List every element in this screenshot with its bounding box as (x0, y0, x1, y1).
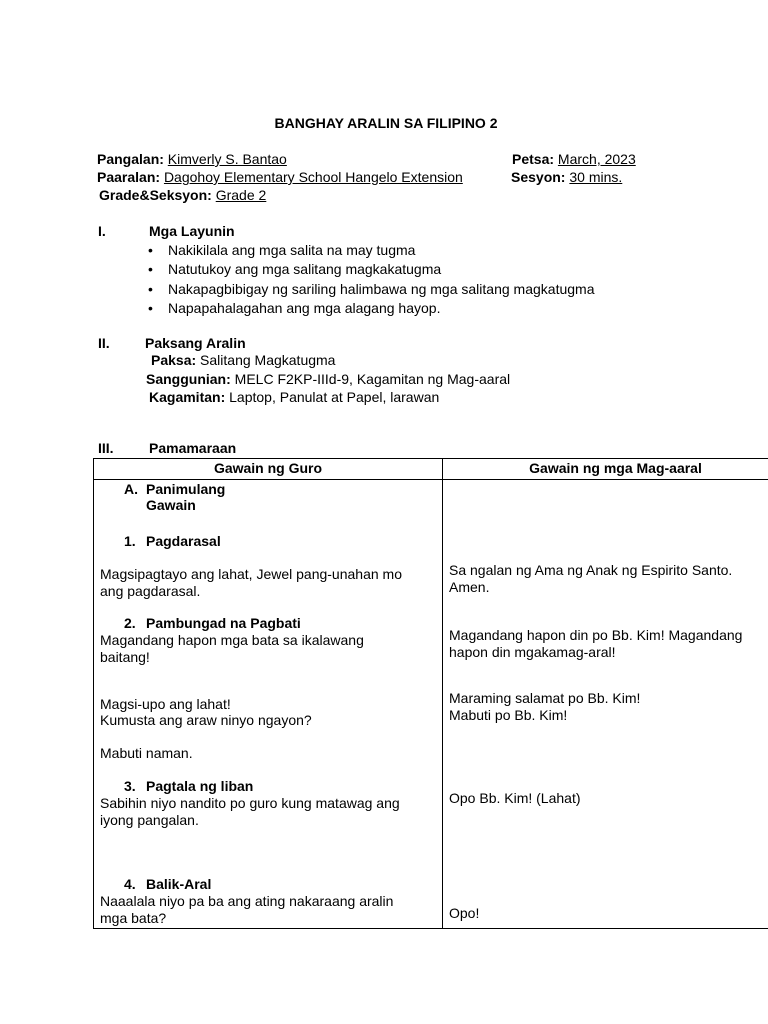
step4-number: 4. (124, 876, 136, 892)
step2-student-line4: Mabuti po Bb. Kim! (449, 707, 568, 723)
materials-row (149, 389, 439, 406)
topic-value: Salitang Magkatugma (200, 352, 336, 368)
step2-student-line3: Maraming salamat po Bb. Kim! (449, 690, 641, 706)
part-a-title-line2: Gawain (146, 497, 196, 513)
column-header-teacher: Gawain ng Guro (213, 460, 323, 476)
objective-item: • Nakapagbibigay ng sariling halimbawa ng mga salitang magkatugma (148, 280, 594, 299)
step2-teacher-line2: baitang! (100, 649, 150, 665)
materials-value: Laptop, Panulat at Papel, larawan (229, 389, 440, 405)
objectives-list (148, 241, 594, 318)
step2-student-line2: hapon din mgakamag-aral! (449, 644, 616, 660)
grade-value: Grade 2 (215, 187, 267, 203)
name-label: Pangalan: (97, 151, 164, 167)
step2-teacher-line4: Kumusta ang araw ninyo ngayon? (100, 712, 312, 728)
reference-label: Sanggunian: (146, 371, 231, 387)
part-a-title-line1: Panimulang (146, 481, 226, 497)
date-value: March, 2023 (557, 151, 636, 167)
step1-title: Pagdarasal (146, 533, 221, 549)
grade-label: Grade&Seksyon: (99, 187, 212, 203)
column-header-student: Gawain ng mga Mag-aaral (529, 460, 702, 476)
step2-teacher-line1: Magandang hapon mga bata sa ikalawang (100, 632, 364, 648)
grade-row (99, 187, 266, 204)
step3-student-line1: Opo Bb. Kim! (Lahat) (449, 790, 581, 806)
step4-title: Balik-Aral (146, 876, 212, 892)
step3-title: Pagtala ng liban (146, 778, 254, 794)
procedure-table (93, 458, 768, 929)
step3-teacher-line2: iyong pangalan. (100, 812, 199, 828)
step2-teacher-line5: Mabuti naman. (100, 745, 193, 761)
session-value: 30 mins. (569, 169, 623, 185)
school-label: Paaralan: (97, 169, 161, 185)
step4-student-line1: Opo! (449, 905, 480, 921)
objective-item: • Napapahalagahan ang mga alagang hayop. (148, 299, 594, 318)
reference-value: MELC F2KP-IIId-9, Kagamitan ng Mag-aaral (234, 371, 511, 387)
step4-teacher-line2: mga bata? (100, 910, 167, 926)
section2-numeral: II. (98, 335, 110, 351)
section1-numeral: I. (98, 223, 106, 239)
date-row (512, 151, 636, 168)
section2-heading: Paksang Aralin (145, 335, 246, 351)
step1-teacher-line1: Magsipagtayo ang lahat, Jewel pang-unahan mo (100, 566, 402, 582)
section1-heading: Mga Layunin (149, 223, 235, 239)
step2-number: 2. (124, 615, 136, 631)
objective-item: • Nakikilala ang mga salita na may tugma (148, 241, 594, 260)
step1-teacher-line2: ang pagdarasal. (100, 583, 201, 599)
part-a-label: A. (124, 481, 138, 497)
reference-row (146, 371, 510, 388)
name-row (97, 151, 287, 168)
topic-row (151, 352, 335, 369)
school-value: Dagohoy Elementary School Hangelo Extension (163, 169, 463, 185)
step4-teacher-line1: Naaalala niyo pa ba ang ating nakaraang aralin (100, 893, 394, 909)
objective-item: • Natutukoy ang mga salitang magkakatugma (148, 260, 594, 279)
section3-heading: Pamamaraan (149, 440, 237, 456)
step3-number: 3. (124, 778, 136, 794)
table-column-divider (442, 458, 443, 928)
step1-number: 1. (124, 533, 136, 549)
step2-student-line1: Magandang hapon din po Bb. Kim! Magandang (449, 627, 743, 643)
name-value: Kimverly S. Bantao (167, 151, 287, 167)
step2-title: Pambungad na Pagbati (146, 615, 301, 631)
document-title: BANGHAY ARALIN SA FILIPINO 2 (274, 115, 498, 131)
session-label: Sesyon: (511, 169, 566, 185)
step3-teacher-line1: Sabihin niyo nandito po guro kung matawag ang (100, 795, 400, 811)
session-row (511, 169, 622, 186)
materials-label: Kagamitan: (149, 389, 226, 405)
section3-numeral: III. (98, 440, 114, 456)
step1-student-line1: Sa ngalan ng Ama ng Anak ng Espirito Santo. (449, 562, 733, 578)
date-label: Petsa: (512, 151, 555, 167)
step2-teacher-line3: Magsi-upo ang lahat! (100, 696, 231, 712)
school-row (97, 169, 463, 186)
table-header-divider (93, 479, 768, 480)
step1-student-line2: Amen. (449, 579, 490, 595)
topic-label: Paksa: (151, 352, 197, 368)
